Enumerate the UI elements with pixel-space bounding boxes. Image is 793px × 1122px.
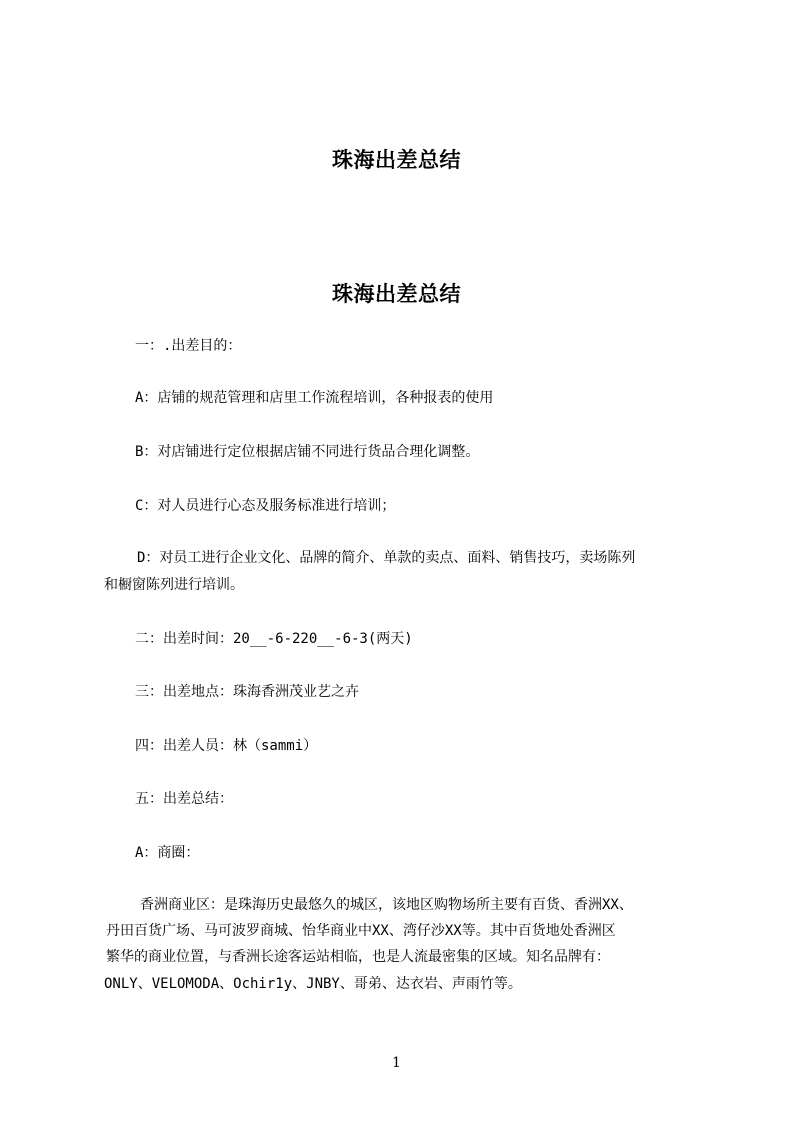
trip-place: 三：出差地点：珠海香洲茂业艺之卉 [135, 684, 359, 700]
purpose-item-b: B：对店铺进行定位根据店铺不同进行货品合理化调整。 [135, 444, 480, 460]
purpose-item-d-line-1: D：对员工进行企业文化、品牌的简介、单款的卖点、面料、销售技巧，卖场陈列 [137, 550, 636, 566]
paragraph-line-3: 繁华的商业位置，与香洲长途客运站相临，也是人流最密集的区域。知名品牌有： [106, 949, 610, 965]
document-cover-title: 珠海出差总结 [332, 148, 461, 172]
purpose-item-c: C：对人员进行心态及服务标准进行培训； [135, 498, 396, 514]
purpose-item-d-line-2: 和橱窗陈列进行培训。 [104, 577, 244, 593]
paragraph-line-2: 丹田百货广场、马可波罗商城、怡华商业中XX、湾仔沙XX等。其中百货地处香洲区 [106, 923, 616, 939]
summary-item-a: A：商圈： [135, 845, 200, 861]
trip-time: 二：出差时间：20__-6-220__-6-3(两天) [135, 631, 413, 647]
paragraph-line-1: 香洲商业区：是珠海历史最悠久的城区，该地区购物场所主要有百货、香洲XX、 [140, 897, 633, 913]
document-title: 珠海出差总结 [332, 282, 461, 306]
paragraph-line-4: ONLY、VELOMODA、Ochir1y、JNBY、哥弟、达衣岩、声雨竹等。 [104, 976, 522, 992]
purpose-item-a: A：店铺的规范管理和店里工作流程培训，各种报表的使用 [135, 390, 494, 406]
page-number: 1 [392, 1055, 401, 1071]
purpose-heading: 一：.出差目的： [135, 338, 242, 354]
summary-heading: 五：出差总结： [135, 791, 233, 807]
trip-person: 四：出差人员：林（sammi） [135, 738, 318, 754]
